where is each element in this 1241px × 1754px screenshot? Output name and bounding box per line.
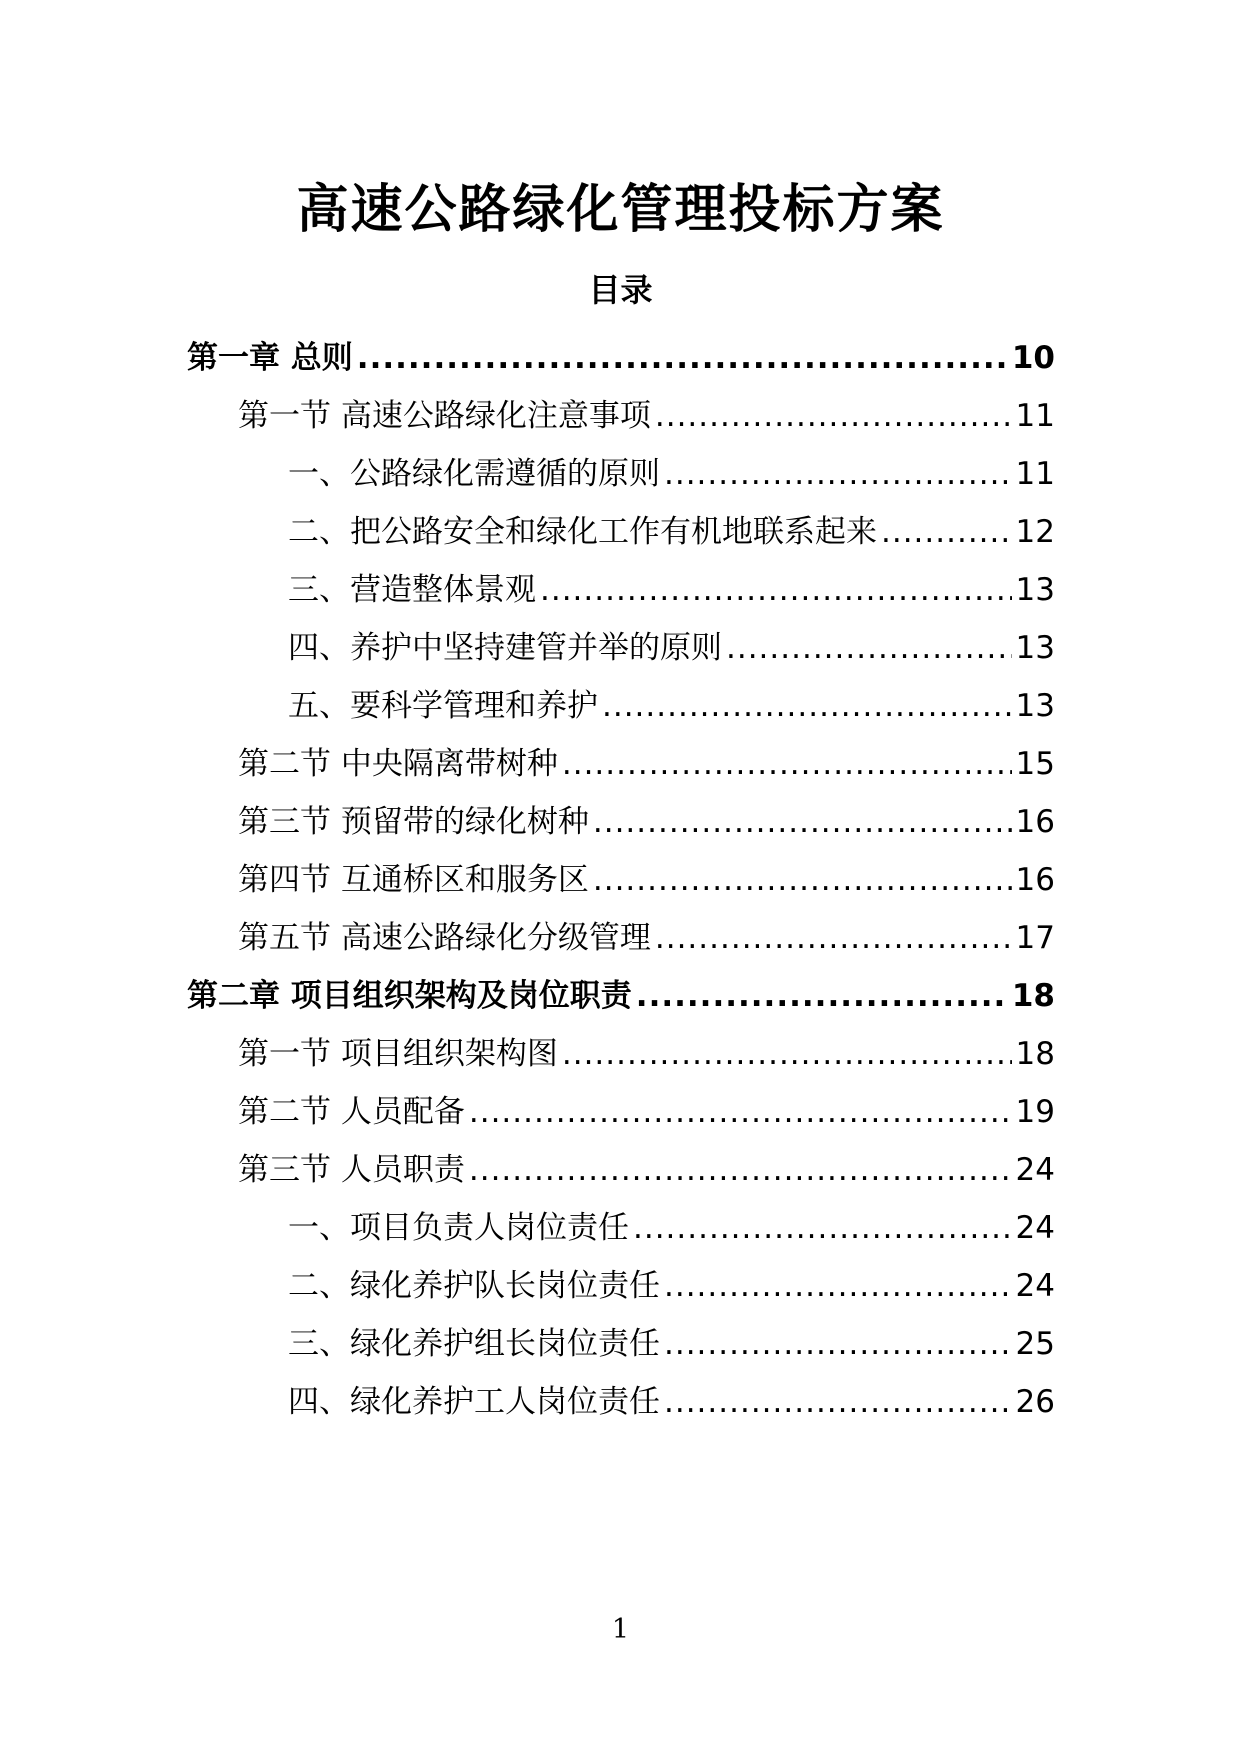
toc-dot-leader bbox=[655, 923, 1012, 954]
toc-entry-label: 第一章 总则 bbox=[187, 339, 353, 376]
toc-entry-label: 四、养护中坚持建管并举的原则 bbox=[288, 629, 722, 666]
toc-subsection-entry[interactable] bbox=[288, 500, 1055, 564]
toc-dot-leader bbox=[602, 691, 1012, 722]
toc-entry-page-number: 15 bbox=[1015, 745, 1055, 782]
toc-subsection-entry[interactable] bbox=[288, 1196, 1055, 1260]
toc-entry-label: 第一节 项目组织架构图 bbox=[238, 1035, 558, 1072]
toc-entry-page-number: 13 bbox=[1015, 687, 1055, 724]
toc-entry-page-number: 16 bbox=[1015, 803, 1055, 840]
toc-entry-label: 五、要科学管理和养护 bbox=[288, 687, 598, 724]
toc-section-entry[interactable] bbox=[238, 848, 1055, 912]
toc-entry-label: 三、绿化养护组长岗位责任 bbox=[288, 1325, 660, 1362]
toc-section-entry[interactable] bbox=[238, 790, 1055, 854]
toc-subsection-entry[interactable] bbox=[288, 442, 1055, 506]
toc-entry-page-number: 19 bbox=[1015, 1093, 1055, 1130]
toc-dot-leader bbox=[633, 1213, 1012, 1244]
toc-chapter-entry[interactable] bbox=[187, 964, 1055, 1028]
toc-entry-label: 第二节 中央隔离带树种 bbox=[238, 745, 558, 782]
toc-entry-page-number: 13 bbox=[1015, 571, 1055, 608]
toc-section-entry[interactable] bbox=[238, 1022, 1055, 1086]
toc-dot-leader bbox=[593, 807, 1012, 838]
toc-dot-leader bbox=[726, 633, 1012, 664]
toc-subsection-entry[interactable] bbox=[288, 1312, 1055, 1376]
toc-section-entry[interactable] bbox=[238, 1138, 1055, 1202]
toc-entry-label: 二、绿化养护队长岗位责任 bbox=[288, 1267, 660, 1304]
toc-dot-leader bbox=[357, 343, 1008, 374]
toc-dot-leader bbox=[593, 865, 1012, 896]
toc-subsection-entry[interactable] bbox=[288, 616, 1055, 680]
toc-entry-label: 四、绿化养护工人岗位责任 bbox=[288, 1383, 660, 1420]
toc-entry-page-number: 13 bbox=[1015, 629, 1055, 666]
toc-dot-leader bbox=[540, 575, 1012, 606]
toc-section-entry[interactable] bbox=[238, 1080, 1055, 1144]
toc-entry-page-number: 24 bbox=[1015, 1267, 1055, 1304]
toc-entry-page-number: 11 bbox=[1015, 397, 1055, 434]
toc-subsection-entry[interactable] bbox=[288, 674, 1055, 738]
toc-heading: 目录 bbox=[588, 271, 653, 309]
toc-subsection-entry[interactable] bbox=[288, 1254, 1055, 1318]
toc-entry-label: 第二节 人员配备 bbox=[238, 1093, 465, 1130]
toc-entry-page-number: 12 bbox=[1015, 513, 1055, 550]
toc-entry-page-number: 17 bbox=[1015, 919, 1055, 956]
toc-chapter-entry[interactable] bbox=[187, 326, 1055, 390]
toc-entry-page-number: 25 bbox=[1015, 1325, 1055, 1362]
toc-entry-page-number: 18 bbox=[1015, 1035, 1055, 1072]
toc-entry-page-number: 24 bbox=[1015, 1151, 1055, 1188]
toc-entry-label: 第三节 人员职责 bbox=[238, 1151, 465, 1188]
toc-section-entry[interactable] bbox=[238, 732, 1055, 796]
toc-entry-page-number: 11 bbox=[1015, 455, 1055, 492]
toc-dot-leader bbox=[664, 1329, 1012, 1360]
document-title: 高速公路绿化管理投标方案 bbox=[296, 180, 945, 240]
toc-entry-label: 第四节 互通桥区和服务区 bbox=[238, 861, 589, 898]
toc-entry-label: 第三节 预留带的绿化树种 bbox=[238, 803, 589, 840]
toc-dot-leader bbox=[655, 401, 1012, 432]
toc-dot-leader bbox=[664, 1387, 1012, 1418]
toc-subsection-entry[interactable] bbox=[288, 558, 1055, 622]
toc-entry-label: 二、把公路安全和绿化工作有机地联系起来 bbox=[288, 513, 877, 550]
toc-entry-page-number: 10 bbox=[1011, 339, 1055, 376]
toc-entry-label: 一、项目负责人岗位责任 bbox=[288, 1209, 629, 1246]
toc-dot-leader bbox=[636, 981, 1008, 1012]
toc-entry-label: 第一节 高速公路绿化注意事项 bbox=[238, 397, 651, 434]
page-number: 1 bbox=[611, 1614, 630, 1645]
toc-entry-page-number: 24 bbox=[1015, 1209, 1055, 1246]
toc-dot-leader bbox=[664, 1271, 1012, 1302]
toc-dot-leader bbox=[469, 1097, 1012, 1128]
toc-entry-page-number: 16 bbox=[1015, 861, 1055, 898]
toc-entry-label: 一、公路绿化需遵循的原则 bbox=[288, 455, 660, 492]
toc-entry-page-number: 18 bbox=[1011, 977, 1055, 1014]
toc-entry-label: 三、营造整体景观 bbox=[288, 571, 536, 608]
toc-dot-leader bbox=[562, 1039, 1012, 1070]
toc-dot-leader bbox=[562, 749, 1012, 780]
toc-entry-label: 第五节 高速公路绿化分级管理 bbox=[238, 919, 651, 956]
toc-dot-leader bbox=[881, 517, 1012, 548]
toc-dot-leader bbox=[664, 459, 1012, 490]
toc-section-entry[interactable] bbox=[238, 384, 1055, 448]
toc-dot-leader bbox=[469, 1155, 1012, 1186]
toc-entry-label: 第二章 项目组织架构及岗位职责 bbox=[187, 977, 632, 1014]
toc-section-entry[interactable] bbox=[238, 906, 1055, 970]
toc-subsection-entry[interactable] bbox=[288, 1370, 1055, 1434]
toc-entry-page-number: 26 bbox=[1015, 1383, 1055, 1420]
